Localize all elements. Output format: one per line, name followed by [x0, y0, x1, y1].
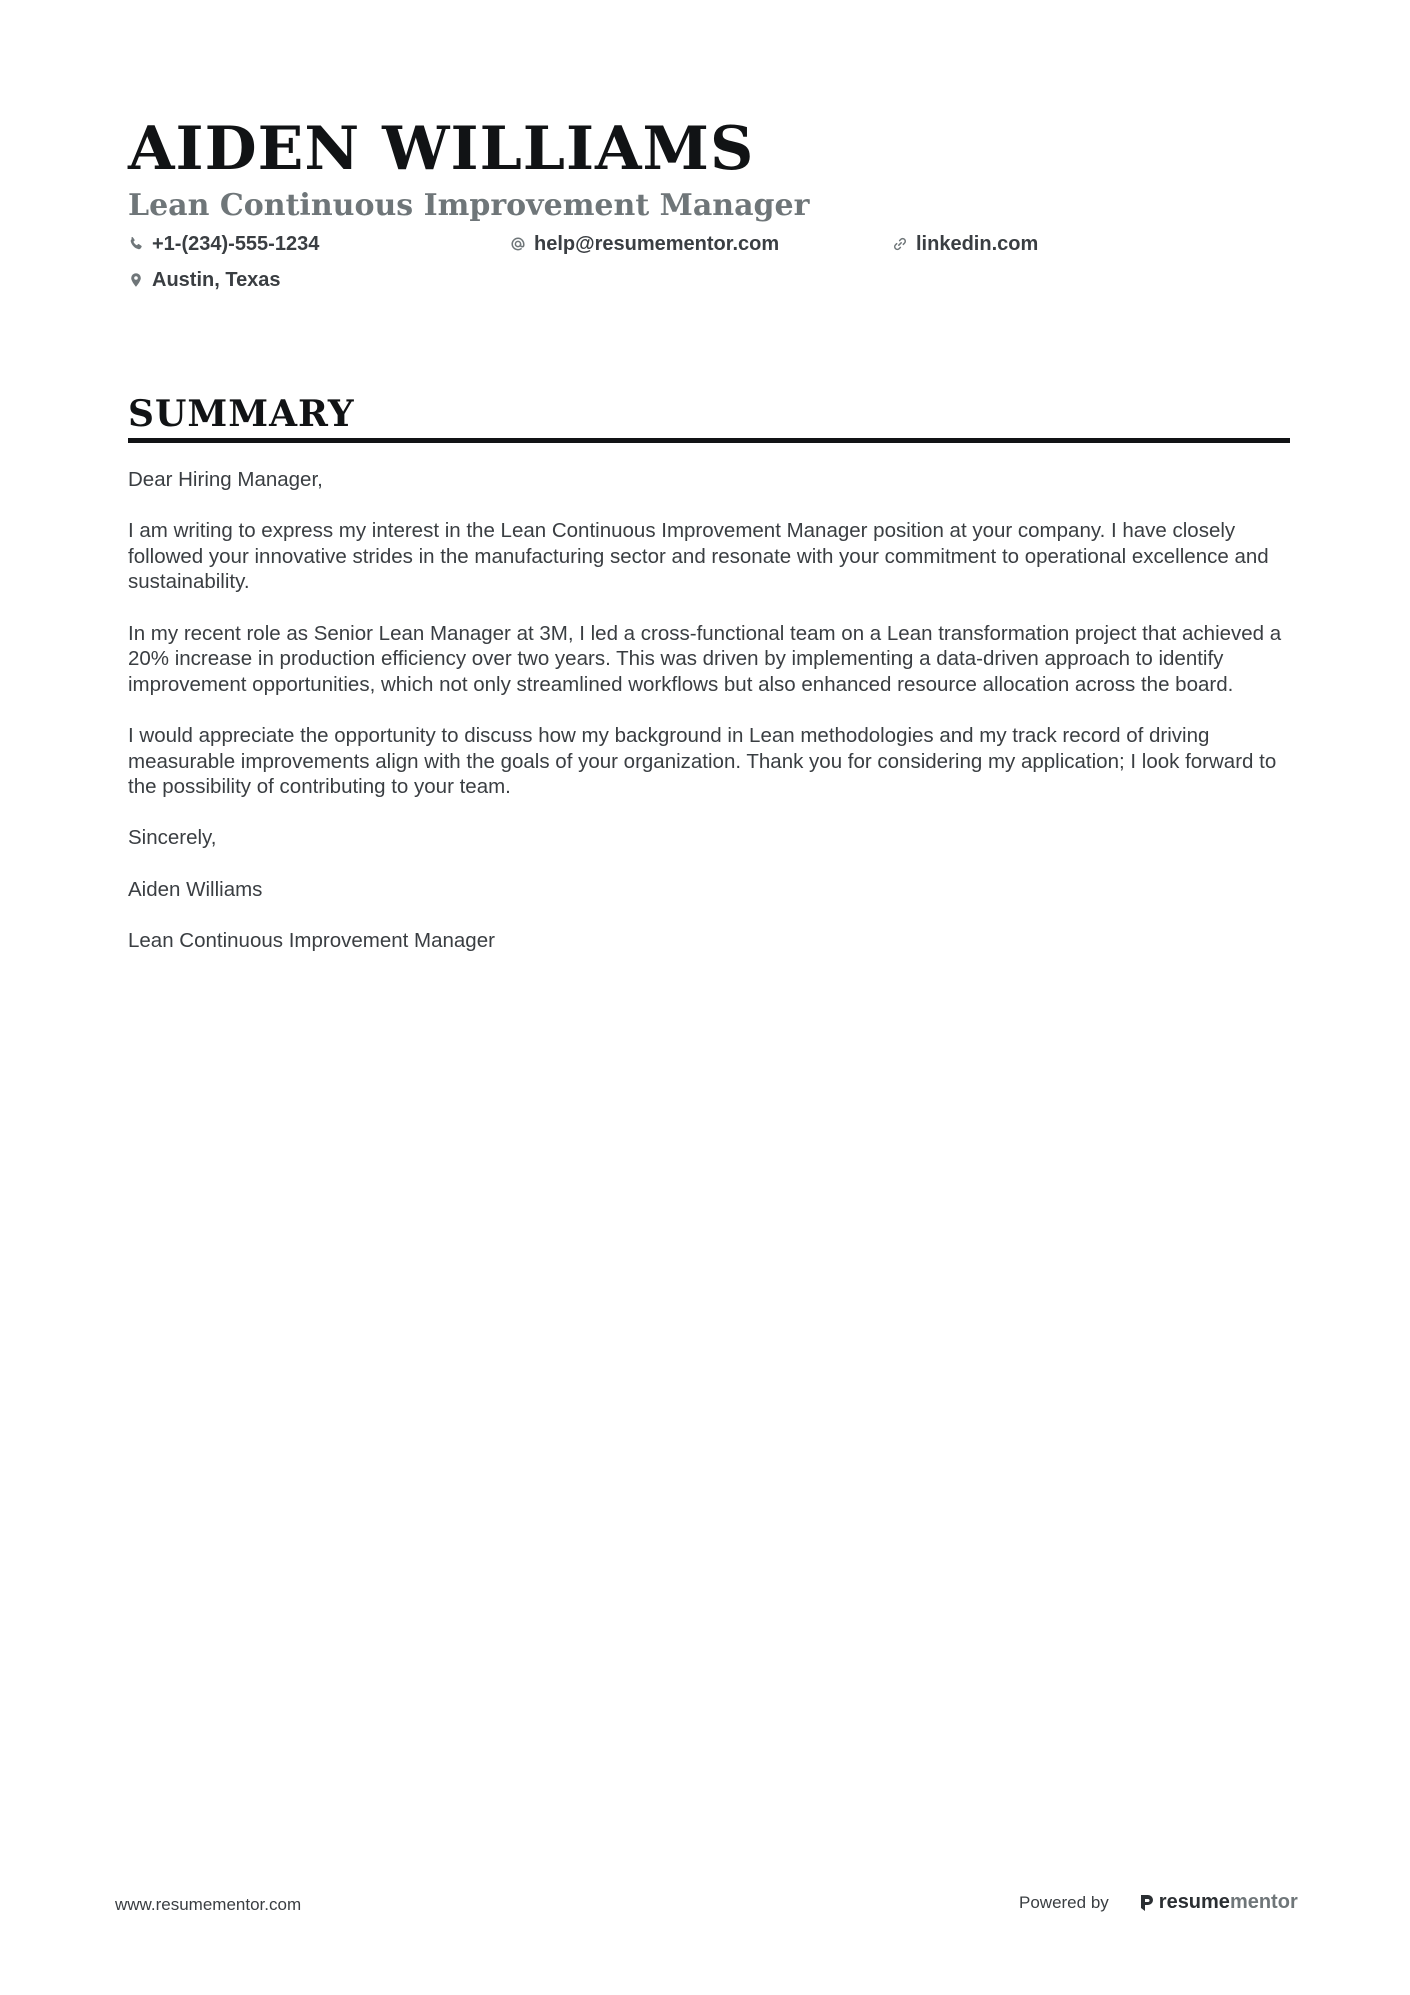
- link-icon: [892, 236, 908, 252]
- letter-paragraph: I am writing to express my interest in the Lean Continuous Improvement Manager position at your company. I have closely followed your innovative strides in the manufacturing sector and resonate with your commitment to operational excellence and sustainability.: [128, 519, 1269, 594]
- phone-icon: [128, 236, 144, 252]
- letter-signature-title: Lean Continuous Improvement Manager: [128, 928, 495, 952]
- letter-paragraph: I would appreciate the opportunity to discuss how my background in Lean methodologies and my track record of driving measurable improvements align with the goals of your organization. Thank you for considering my application; I look forward to the possibility of contributing to your team.: [128, 723, 1277, 799]
- job-title: Lean Continuous Improvement Manager: [128, 188, 810, 223]
- letter-salutation: Dear Hiring Manager,: [128, 468, 323, 491]
- powered-by-label: Powered by: [1019, 1892, 1109, 1912]
- contact-email[interactable]: [510, 230, 779, 258]
- location-text: Austin, Texas: [152, 269, 281, 291]
- cover-letter-body: [128, 467, 1290, 953]
- letter-closing: Sincerely,: [128, 826, 217, 850]
- brand-name-part1: resume: [1158, 1891, 1230, 1913]
- footer-website[interactable]: www.resumementor.com: [115, 1895, 302, 1914]
- resume-header: [128, 112, 1288, 300]
- section-divider: [128, 438, 1290, 443]
- at-icon: [510, 236, 526, 252]
- letter-paragraph: In my recent role as Senior Lean Manager at 3M, I led a cross-functional team on a Lean transformation project that achieved a 20% increase in production efficiency over two years. This was driven by implementing a data-driven approach to identify improvement opportunities, which not only streamlined workflows but also enhanced resource allocation across the board.: [128, 621, 1282, 696]
- contact-location: [128, 266, 281, 294]
- contact-info: [128, 230, 1288, 300]
- linkedin-text: linkedin.com: [916, 233, 1039, 255]
- contact-linkedin[interactable]: [892, 230, 1038, 258]
- phone-text: +1-(234)-555-1234: [152, 233, 320, 255]
- brand-logo[interactable]: [1139, 1891, 1298, 1914]
- brand-name-part2: mentor: [1229, 1891, 1298, 1913]
- candidate-name: AIDEN WILLIAMS: [128, 114, 755, 184]
- footer-branding: [1019, 1891, 1298, 1914]
- email-text: help@resumementor.com: [534, 233, 780, 255]
- brand-mark-icon: [1139, 1892, 1155, 1914]
- letter-signature-name: Aiden Williams: [128, 877, 263, 901]
- contact-phone: [128, 230, 319, 258]
- summary-section: [128, 392, 1290, 979]
- location-pin-icon: [128, 272, 144, 288]
- section-heading: SUMMARY: [128, 393, 355, 435]
